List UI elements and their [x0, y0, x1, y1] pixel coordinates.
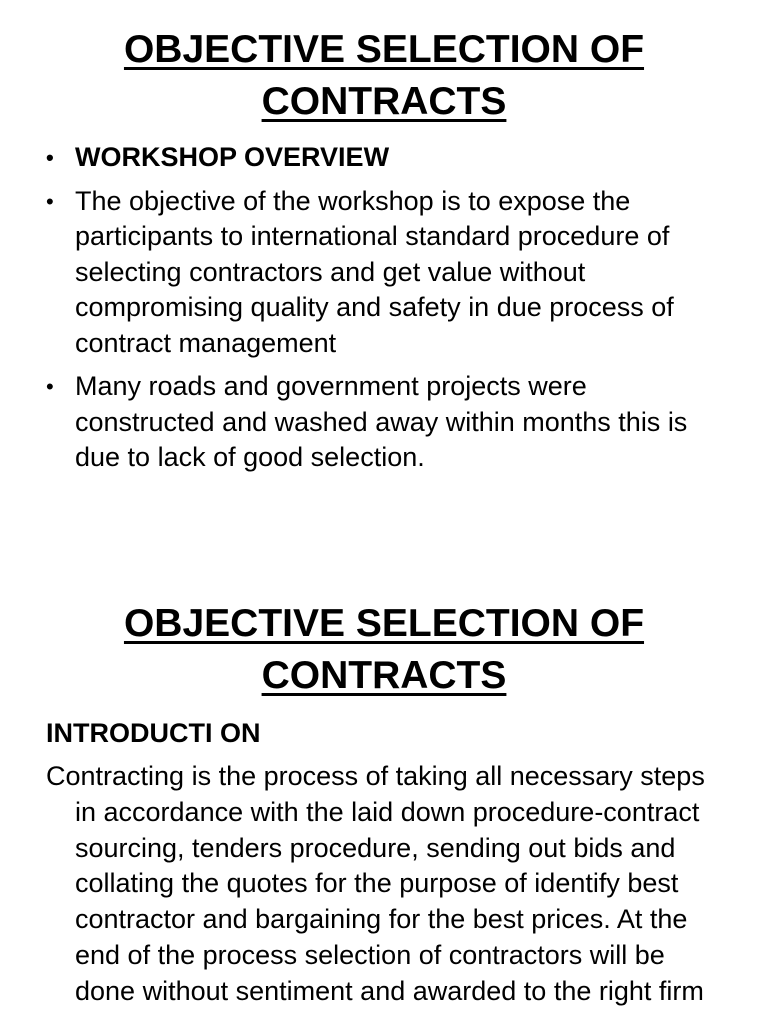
bullet-glyph: •: [46, 188, 54, 214]
slide-title-line-2: CONTRACTS: [261, 654, 507, 697]
slide-title-line-2: CONTRACTS: [261, 80, 507, 123]
bullet-list: [46, 140, 728, 484]
bullet-text: WORKSHOP OVERVIEW: [75, 142, 390, 172]
slide-title-line-1: OBJECTIVE SELECTION OF: [123, 28, 645, 71]
slide-introduction: [0, 576, 768, 1024]
bullet-text: Many roads and government projects were constructed and washed away within months this is due to lack of good selection.: [75, 371, 688, 472]
slide-title: [0, 0, 768, 128]
bullet-item-workshop-overview: [46, 140, 728, 176]
bullet-item-roads-projects: [46, 369, 728, 476]
bullet-item-objective: [46, 184, 728, 362]
slide-title: [0, 576, 768, 702]
bullet-glyph: •: [46, 374, 54, 399]
bullet-text: The objective of the workshop is to expose the participants to international standard procedure of selecting contractors and get value without compromising quality and safety in due process of contract management: [75, 185, 674, 358]
introduction-paragraph: Contracting is the process of taking all necessary steps in accordance with the laid down procedure-contract sourcing, tenders procedure, sending out bids and collating the quotes for the purpose of identify best contractor and bargaining for the best prices. At the end of the process selection of contractors will be done without sentiment and awarded to the right firm: [46, 761, 705, 1006]
section-heading-introduction: INTRODUCTI ON: [46, 718, 261, 748]
slide-title-line-1: OBJECTIVE SELECTION OF: [123, 602, 645, 645]
bullet-glyph: •: [46, 145, 54, 170]
